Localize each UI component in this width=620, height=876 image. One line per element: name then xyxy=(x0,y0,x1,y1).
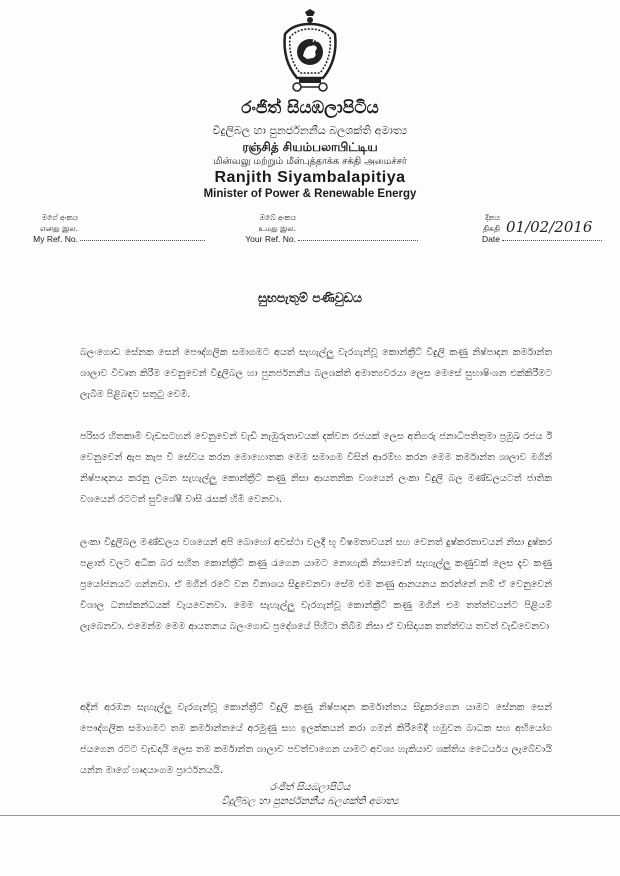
your-ref-line xyxy=(298,240,418,241)
my-ref-label: මගේ අංකය எனது இல. My Ref. No. xyxy=(33,213,78,244)
signature-name: රංජිත් සියඹලාපිටිය xyxy=(269,782,351,793)
date-value: 01/02/2016 xyxy=(506,218,593,236)
ministry-title-english: Minister of Power & Renewable Energy xyxy=(203,188,417,200)
your-ref-label: ඔබේ අංකය உமது இல. Your Ref. No. xyxy=(245,213,296,244)
paragraph-4: අදින් අරඹන සැහැල්ලු වැරගැන්වූ කොන්ක්‍රීට් විදුලි කණු නිෂ්පාදන කර්මාන්තය සිදුකරගෙන යාමට සේනක සෙන් පෞද්ගලික සමාගමට තම කර්මාන්තයේ අරමුණු සහ ඉලක්කයන් කරා ගමන් කිරීමේදී හමුවන බාධක සහ අභියෝග ජයගෙන රටට වැඩදායි ලෙස තම කර්මාන්ත ශාලාව පවත්වාගෙන යාමට අවශ්‍ය හැකියාව ශක්තිය ධෛර්යය ලැබේවායි යන්න මාගේ හෘදයාංගම ප්‍රාර්ථනයයි. xyxy=(80,702,552,776)
ministry-title-tamil: மின்வலு மற்றும் மீள்புத்தாக்க சக்தி அமைச்சர் xyxy=(213,156,407,167)
paragraph-1: බලංගොඩ සේනක සෙන් පෞද්ගලික සමාගමට අයත් සැහැල්ලු වැරගැන්වූ කොන්ක්‍රීට් විදුලි කණු නිෂ්පාදන කර්මාන්ත ශාලාව විවෘත කිරීම වෙනුවෙන් විදුලිබල හා පුනර්ජනනීය බලශක්ති අමාත්‍යවරයා ලෙස මෙසේ සුභාෂිංශන එක්කිරීමට ලැබීම පිළිබඳව සතුටු වෙමි. xyxy=(80,347,553,400)
ministry-title-sinhala: විදුලිබල හා පුනර්ජනනීය බලශක්ති අමාත්‍ය xyxy=(212,124,408,137)
paragraph-2: පරිසර හිතකාමී වැඩසටහන් වෙනුවෙන් වැඩි නැඹුරුතාවයක් දක්වන රජයක් ලෙස අතිගරු ජනාධිපතිතුමා ප්‍රමුඛ රජය ඊ වෙනුවෙන් ඇප කැප වී සේවය කරන මොහොතක මෙම සමාගම විසින් ආරම්භ කරන මෙම කර්මාන්ත ශාලාව මගින් නිෂ්පාදනය කරනු ලබන සැහැල්ලු කොන්ක්‍රීට් කණු නිසා ආයතනික වශයෙන් ලංකා විදුලි බල මණ්ඩලයටත් ජාතික වශයෙන් රටටත් සුවිශේෂී වාසි රැසක් හිමි වෙනවා. xyxy=(80,431,552,505)
minister-name-tamil: ரஞ்சித் சியம்பலாபிட்டிய xyxy=(242,140,378,154)
letter-title: සුභපැතුම් පණිවුඩය xyxy=(257,290,362,305)
minister-name-english: Ranjith Siyambalapitiya xyxy=(214,169,406,186)
minister-name-sinhala: රංජිත් සියඹලාපිටිය xyxy=(241,98,379,118)
date-label: දිනය திகதி Date xyxy=(482,213,500,244)
my-ref-line xyxy=(80,240,205,241)
footer-divider xyxy=(0,815,620,816)
paragraph-3: ලංකා විදුලිබල මණ්ඩලය වශයෙන් අපි බොහෝ අවස්ථා වලදී භූ විෂමතාවයන් සහ වෙනත් දුෂ්කරතාවයන් නිසා දුෂ්කර පළාත් වලට අධික බර සහිත කොන්ක්‍රීට් කණු රැගෙන යාමට නොහැකි නිසාවෙන් සැහැල්ලු කණුවක් ලෙස දැව කණු ප්‍රයෝජනයට ගන්නවා. ඒ මගින් රටේ වන විනාශය සිදුවෙනවා සේම එම කණු ආනයනය කරන්නේ නම් ඒ වෙනුවෙන් විශාල ධනස්කන්ධයක් වැයවෙනවා. මෙම සැහැල්ලු වැරගැන්වූ කොන්ක්‍රීට් කණු මගින් එම තත්ත්වයන්ට පිළියම් ලැබෙනවා. එමෙන්ම මෙම ආයතනය බලංගොඩ ප්‍රදේශයේ පිහිටා තිබීම නිසා ඒ වාසිදායක තත්ත්වය තවත් වැඩිවෙනවා xyxy=(80,537,552,632)
signature-title: විදුලිබල හා පුනර්ජනනීය බලශක්ති අමාත්‍ය xyxy=(221,796,399,807)
sri-lanka-emblem xyxy=(277,8,343,94)
date-line xyxy=(502,240,602,241)
